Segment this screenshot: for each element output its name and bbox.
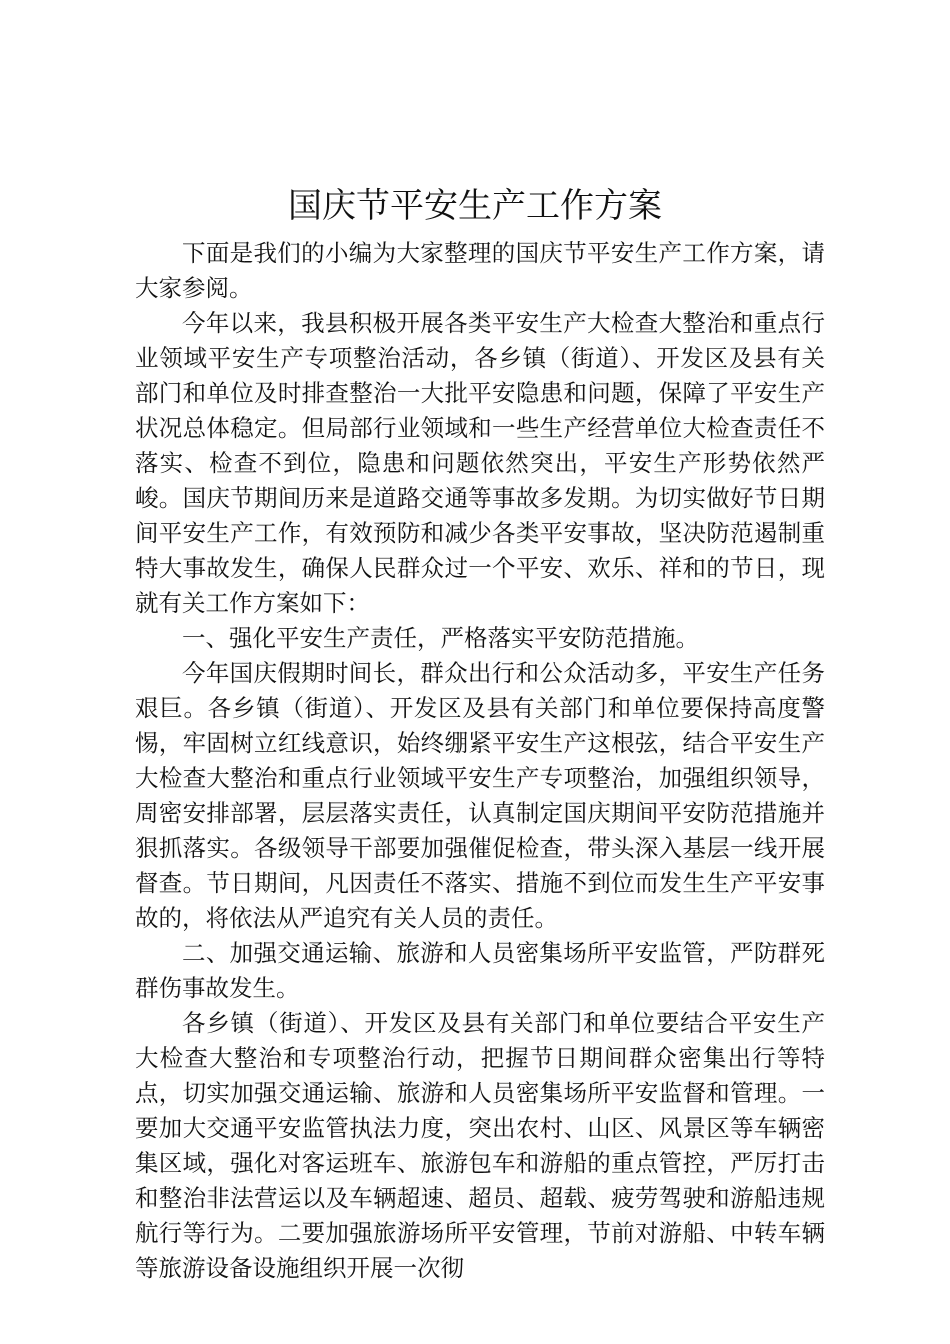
document-title: 国庆节平安生产工作方案 — [288, 186, 662, 226]
document-body — [135, 236, 825, 1286]
paragraph-section-1: 今年国庆假期时间长，群众出行和公众活动多，平安生产任务艰巨。各乡镇（街道）、开发区及县有关部门和单位要保持高度警惕，牢固树立红线意识，始终绷紧平安生产这根弦，结合平安生产大检查大整治和重点行业领域平安生产专项整治，加强组织领导，周密安排部署，层层落实责任，认真制定国庆期间平安防范措施并狠抓落实。各级领导干部要加强催促检查，带头深入基层一线开展督查。节日期间，凡因责任不落实、措施不到位而发生生产平安事故的，将依法从严追究有关人员的责任。 — [135, 659, 825, 932]
section-heading-2: 二、加强交通运输、旅游和人员密集场所平安监管，严防群死群伤事故发生。 — [135, 939, 825, 1002]
paragraph-intro: 下面是我们的小编为大家整理的国庆节平安生产工作方案，请大家参阅。 — [135, 239, 825, 302]
paragraph-background: 今年以来，我县积极开展各类平安生产大检查大整治和重点行业领域平安生产专项整治活动，各乡镇（街道）、开发区及县有关部门和单位及时排查整治一大批平安隐患和问题，保障了平安生产状况总体稳定。但局部行业领域和一些生产经营单位大检查责任不落实、检查不到位，隐患和问题依然突出，平安生产形势依然严峻。国庆节期间历来是道路交通等事故多发期。为切实做好节日期间平安生产工作，有效预防和减少各类平安事故，坚决防范遏制重特大事故发生，确保人民群众过一个平安、欢乐、祥和的节日，现就有关工作方案如下： — [135, 309, 825, 617]
section-heading-1: 一、强化平安生产责任，严格落实平安防范措施。 — [182, 624, 699, 652]
paragraph-section-2: 各乡镇（街道）、开发区及县有关部门和单位要结合平安生产大检查大整治和专项整治行动，把握节日期间群众密集出行等特点，切实加强交通运输、旅游和人员密集场所平安监督和管理。一要加大交通平安监管执法力度，突出农村、山区、风景区等车辆密集区域，强化对客运班车、旅游包车和游船的重点管控，严厉打击和整治非法营运以及车辆超速、超员、超载、疲劳驾驶和游船违规航行等行为。二要加强旅游场所平安管理，节前对游船、中转车辆等旅游设备设施组织开展一次彻 — [135, 1009, 825, 1282]
